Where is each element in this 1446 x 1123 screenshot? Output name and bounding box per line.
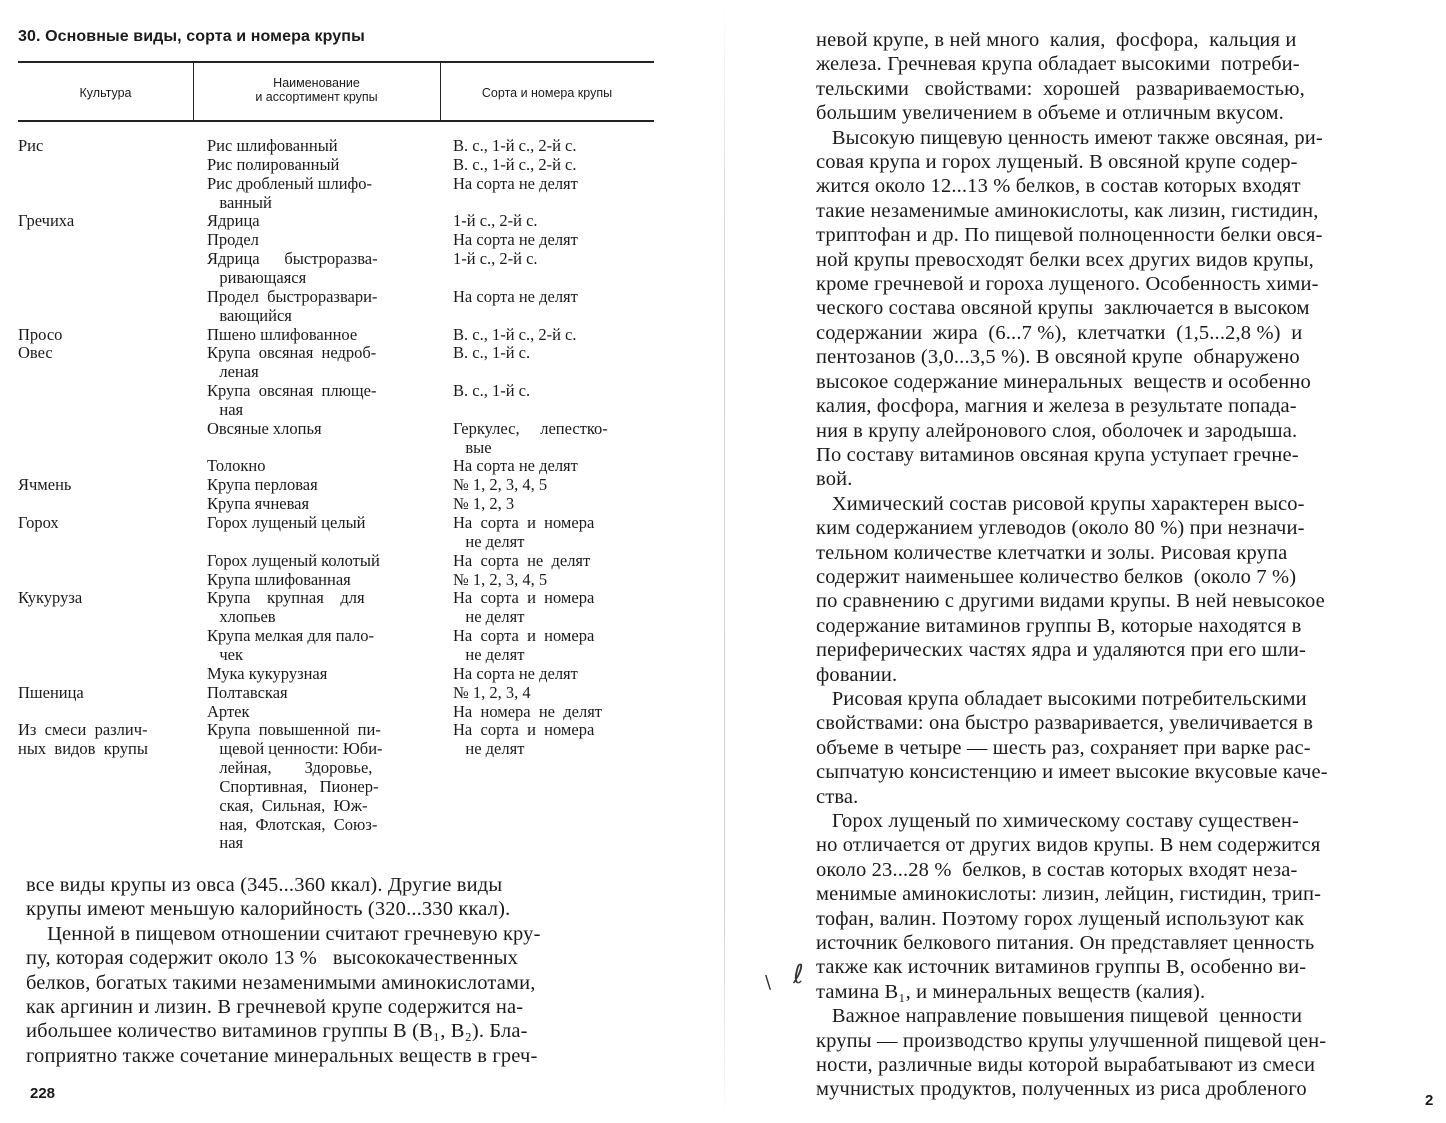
text-line: Важное направление повышения пищевой ценности bbox=[816, 1005, 1303, 1028]
table-cell-assortment: Мука кукурузная bbox=[207, 663, 328, 683]
table-cell-grade: На сорта не делят bbox=[453, 550, 591, 570]
table-cell-grade: Геркулес, лепестко- bbox=[453, 418, 608, 438]
table-cell-assortment: ванный bbox=[207, 192, 272, 212]
table-cell-culture: Горох bbox=[18, 513, 59, 532]
table-cell-assortment: Крупа овсяная недроб- bbox=[207, 343, 377, 363]
table-cell-grade: № 1, 2, 3, 4, 5 bbox=[453, 569, 548, 589]
text-line: По составу витаминов овсяная крупа уступает гречне- bbox=[816, 443, 1299, 466]
text-line: Ценной в пищевом отношении считают гречневую кру- bbox=[26, 922, 541, 945]
book-gutter bbox=[724, 0, 725, 1123]
table-cell-culture: ных видов крупы bbox=[18, 739, 148, 759]
table-title: 30. Основные виды, сорта и номера крупы bbox=[18, 28, 365, 45]
text-line: невой крупе, в ней много калия, фосфора, кальция и bbox=[816, 29, 1297, 51]
text-line: ибольшее количество витаминов группы В (В₁, В₂). Бла- bbox=[26, 1020, 528, 1043]
table-cell-assortment: ная bbox=[207, 399, 244, 419]
table-cell-culture: Просо bbox=[18, 324, 63, 344]
table-cell-culture: Из смеси различ- bbox=[18, 720, 148, 740]
text-line: тельном количестве клетчатки и золы. Рисовая крупа bbox=[816, 541, 1288, 564]
table-cell-grade: На сорта не делят bbox=[453, 173, 578, 193]
text-line: крупы имеют меньшую калорийность (320...330 ккал). bbox=[26, 898, 511, 921]
text-line: источник белкового питания. Он представляет ценность bbox=[816, 932, 1315, 955]
text-line: менимые аминокислоты: лизин, лейцин, гистидин, трип- bbox=[816, 883, 1322, 906]
header-grades: Сорта и номера крупы bbox=[481, 86, 613, 100]
table-cell-grade: В. с., 1-й с. bbox=[453, 381, 531, 401]
handwritten-mark: \ bbox=[765, 972, 772, 993]
table-cell-grade: На сорта и номера bbox=[453, 513, 595, 532]
handwritten-mark: ℓ bbox=[793, 960, 804, 990]
text-line: объеме в четыре — шесть раз, сохраняет при варке рас- bbox=[816, 736, 1311, 759]
text-line: триптофан и др. По пищевой полноценности белки овся- bbox=[816, 224, 1323, 247]
table-cell-grade: На сорта и номера bbox=[453, 626, 595, 646]
table-cell-grade: 1-й с., 2-й с. bbox=[453, 249, 538, 269]
text-line: ческого состава овсяной крупы заключается в высоком bbox=[816, 297, 1310, 320]
text-line: калия, фосфора, магния и железа в результате попада- bbox=[816, 395, 1297, 418]
table-cell-grade: На сорта не делят bbox=[453, 230, 578, 250]
table-cell-grade: В. с., 1-й с., 2-й с. bbox=[453, 324, 577, 344]
text-line: но отличается от других видов крупы. В нем содержится bbox=[816, 834, 1321, 857]
text-line: как аргинин и лизин. В гречневой крупе содержится на- bbox=[26, 996, 524, 1019]
table-cell-assortment: Крупа шлифованная bbox=[207, 569, 351, 589]
table-cell-assortment: Ядрица bbox=[207, 211, 260, 231]
table-cell-assortment: ская, Сильная, Юж- bbox=[207, 795, 368, 815]
table-cell-assortment: щевой ценности: Юби- bbox=[207, 739, 383, 759]
table-cell-assortment: Толокно bbox=[207, 456, 266, 476]
table-cell-assortment: Продел bbox=[207, 230, 259, 250]
text-line: гоприятно также сочетание минеральных веществ в греч- bbox=[26, 1044, 538, 1067]
table-cell-assortment: леная bbox=[207, 362, 259, 382]
text-line: железа. Гречневая крупа обладает высокими потреби- bbox=[816, 53, 1300, 76]
table-cell-culture: Гречиха bbox=[18, 211, 75, 231]
text-line: ния в крупу алейронового слоя, оболочек и зародыша. bbox=[816, 419, 1298, 442]
text-line: жится около 12...13 % белков, в состав которых входят bbox=[816, 175, 1301, 198]
table-cell-grade: В. с., 1-й с., 2-й с. bbox=[453, 136, 577, 155]
table-cell-assortment: вающийся bbox=[207, 305, 292, 325]
text-line: Химический состав рисовой крупы характерен высо- bbox=[816, 492, 1305, 515]
table-cell-assortment: лейная, Здоровье, bbox=[207, 758, 373, 778]
table-cell-assortment: Крупа перловая bbox=[207, 475, 318, 495]
text-line: также как источник витаминов группы В, особенно ви- bbox=[816, 956, 1307, 979]
table-cell-assortment: хлопьев bbox=[207, 607, 276, 627]
text-line: фовании. bbox=[816, 663, 898, 686]
text-line: белков, богатых такими незаменимыми аминокислотами, bbox=[26, 971, 536, 994]
text-line: совая крупа и горох лущеный. В овсяной крупе содер- bbox=[816, 151, 1298, 174]
table-cell-assortment: Овсяные хлопья bbox=[207, 418, 322, 438]
page-number-right: 2 bbox=[1425, 1092, 1434, 1109]
table-cell-grade: 1-й с., 2-й с. bbox=[453, 211, 538, 231]
text-line: вой. bbox=[816, 468, 853, 491]
table-cell-assortment: Рис дробленый шлифо- bbox=[207, 173, 372, 193]
text-line: такие незаменимые аминокислоты, как лизин, гистидин, bbox=[816, 199, 1319, 222]
table-cell-assortment: Артек bbox=[207, 701, 250, 721]
table-cell-assortment: Горох лущеный целый bbox=[207, 513, 366, 532]
text-line: свойствами: она быстро разваривается, увеличивается в bbox=[816, 712, 1314, 735]
table-top-rule bbox=[18, 61, 654, 63]
right-text-block bbox=[816, 28, 1328, 1102]
table-cell-grade: не делят bbox=[453, 644, 525, 664]
text-line: кроме гречневой и гороха лущеного. Особенность хими- bbox=[816, 273, 1319, 296]
table-cell-grade: № 1, 2, 3 bbox=[453, 494, 515, 514]
text-line: тельскими свойствами: хорошей развариваемостью, bbox=[816, 77, 1305, 100]
table-cell-assortment: Продел быстроразвари- bbox=[207, 286, 378, 306]
table-cell-assortment: ная bbox=[207, 833, 244, 853]
table-cell-grade: На сорта не делят bbox=[453, 456, 578, 476]
text-line: периферических частях ядра и удаляются при его шли- bbox=[816, 639, 1307, 662]
table-cell-assortment: ная, Флотская, Союз- bbox=[207, 814, 378, 834]
table-cell-culture: Овес bbox=[18, 343, 53, 363]
table-cell-grade: На сорта и номера bbox=[453, 588, 595, 608]
table-cell-assortment: Рис полированный bbox=[207, 154, 340, 174]
text-line: пентозанов (3,0...3,5 %). В овсяной крупе обнаружено bbox=[816, 346, 1300, 369]
text-line: большим увеличением в объеме и отличным вкусом. bbox=[816, 102, 1284, 125]
table-cell-grade: не делят bbox=[453, 739, 525, 759]
table-cell-grade: не делят bbox=[453, 607, 525, 627]
text-line: тофан, валин. Поэтому горох лущеный используют как bbox=[816, 907, 1305, 930]
header-culture: Культура bbox=[79, 86, 132, 100]
header-assortment: Наименование и ассортимент крупы bbox=[255, 76, 378, 104]
text-line: высокое содержание минеральных веществ и особенно bbox=[816, 370, 1311, 393]
text-line: Высокую пищевую ценность имеют также овсяная, ри- bbox=[816, 126, 1323, 149]
left-text-block bbox=[26, 873, 541, 1068]
page-number-left: 228 bbox=[30, 1085, 56, 1102]
table-cell-grade: не делят bbox=[453, 531, 525, 551]
text-line: ности, различные виды которой вырабатывают из смеси bbox=[816, 1054, 1316, 1077]
text-line: содержит наименьшее количество белков (около 7 %) bbox=[816, 565, 1297, 588]
table-cell-assortment: Крупа ячневая bbox=[207, 494, 310, 514]
text-line: сыпчатую консистенцию и имеет высокие вкусовые каче- bbox=[816, 761, 1328, 784]
table-cell-assortment: Пшено шлифованное bbox=[207, 324, 358, 344]
table-cell-grade: На номера не делят bbox=[453, 701, 602, 721]
table-cell-culture: Рис bbox=[18, 136, 44, 155]
table-cell-assortment: Крупа овсяная плюще- bbox=[207, 381, 377, 401]
table-cell-grade: вые bbox=[453, 437, 492, 457]
text-line: по сравнению с другими видами крупы. В ней невысокое bbox=[816, 590, 1325, 613]
text-line: Рисовая крупа обладает высокими потребительскими bbox=[816, 687, 1307, 710]
text-line: ким содержанием углеводов (около 80 %) при незначи- bbox=[816, 517, 1305, 540]
text-line: ства. bbox=[816, 785, 859, 808]
table-cell-culture: Ячмень bbox=[18, 475, 72, 495]
text-line: крупы — производство крупы улучшенной пищевой цен- bbox=[816, 1029, 1327, 1052]
text-line: около 23...28 % белков, в состав которых входят неза- bbox=[816, 858, 1298, 881]
table-cell-grade: На сорта не делят bbox=[453, 663, 578, 683]
table-cell-assortment: Полтавская bbox=[207, 682, 288, 702]
text-line: Горох лущеный по химическому составу существен- bbox=[816, 810, 1300, 832]
table-cell-culture: Пшеница bbox=[18, 682, 84, 702]
table-cell-assortment: Рис шлифованный bbox=[207, 136, 338, 155]
table-cell-grade: На сорта не делят bbox=[453, 286, 578, 306]
table-cell-grade: № 1, 2, 3, 4 bbox=[453, 682, 531, 702]
text-line: содержании жира (6...7 %), клетчатки (1,5...2,8 %) и bbox=[816, 321, 1303, 344]
table-cell-grade: В. с., 1-й с. bbox=[453, 343, 531, 363]
table-cell-assortment: Ядрица быстроразва- bbox=[207, 249, 378, 269]
table-cell-grade: В. с., 1-й с., 2-й с. bbox=[453, 154, 577, 174]
text-line: мучнистых продуктов, полученных из риса дробленого bbox=[816, 1078, 1307, 1101]
text-line: тамина В₁, и минеральных веществ (калия). bbox=[816, 980, 1206, 1003]
table-cell-assortment: Крупа повышенной пи- bbox=[207, 720, 381, 740]
table-cell-assortment: Спортивная, Пионер- bbox=[207, 776, 379, 796]
text-line: ной крупы превосходят белки всех других видов крупы, bbox=[816, 248, 1314, 271]
left-page bbox=[0, 0, 720, 1123]
table-cell-grade: На сорта и номера bbox=[453, 720, 595, 740]
table-cell-assortment: Крупа крупная для bbox=[207, 588, 365, 608]
table-cell-assortment: Крупа мелкая для пало- bbox=[207, 626, 374, 646]
table-cell-assortment: Горох лущеный колотый bbox=[207, 550, 380, 570]
table-cell-assortment: ривающаяся bbox=[207, 267, 307, 287]
header-bottom-rule bbox=[18, 120, 654, 122]
right-page bbox=[735, 0, 1446, 1123]
table-cell-assortment: чек bbox=[207, 644, 244, 664]
table-cell-culture: Кукуруза bbox=[18, 588, 83, 608]
text-line: пу, которая содержит около 13 % высококачественных bbox=[26, 947, 519, 970]
text-line: содержание витаминов группы В, которые находятся в bbox=[816, 614, 1302, 637]
text-line: все виды крупы из овса (345...360 ккал). Другие виды bbox=[26, 874, 503, 896]
table-cell-grade: № 1, 2, 3, 4, 5 bbox=[453, 475, 548, 495]
